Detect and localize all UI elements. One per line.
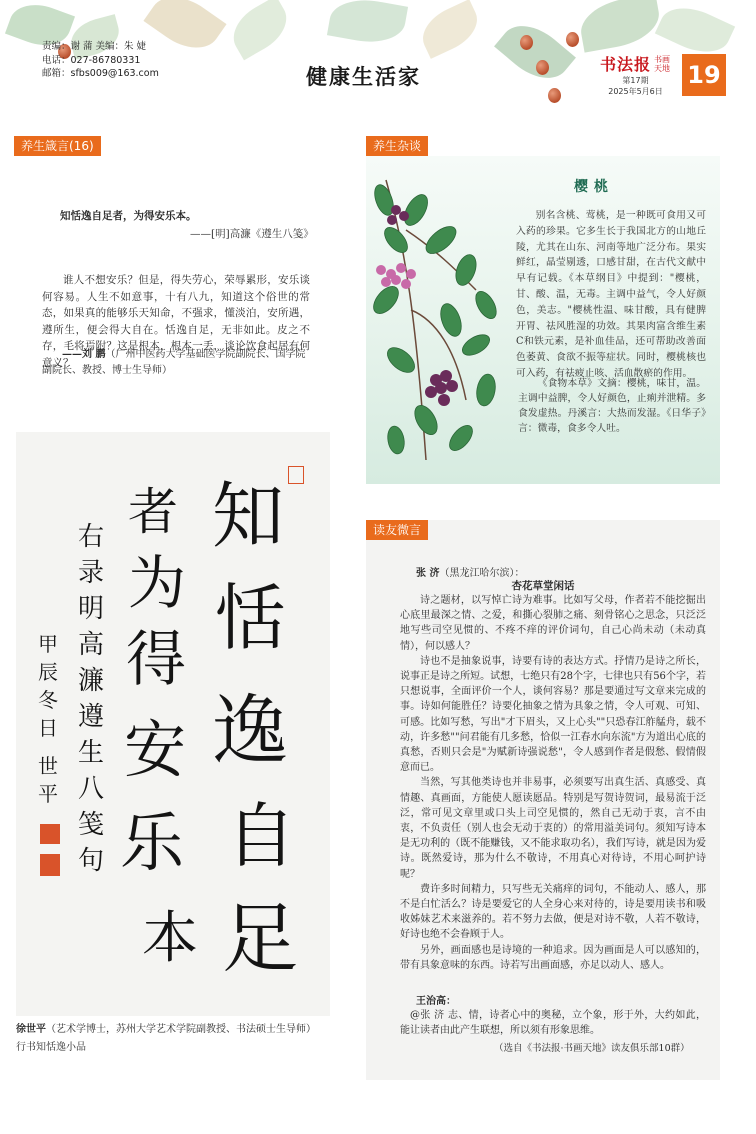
berry-decoration [566,32,579,47]
reader-tag: 读友微言 [366,520,428,540]
leaf-decoration [224,0,296,60]
reader-footer: （选自《书法报·书画天地》读友俱乐部10群） [494,1043,690,1054]
reader-author-place: （黑龙江哈尔滨）： [439,568,525,579]
calligraphy-char: 得 [126,625,186,695]
artist-name: 徐世平 [16,1024,46,1035]
leaf-decoration [327,0,408,48]
cherry-tag: 养生杂谈 [366,136,428,156]
calligraphy-artwork [16,432,330,1016]
calligraphy-char: 冬 [38,688,58,712]
reply-author: 王治高： [416,996,456,1007]
calligraphy-char: 句 [78,846,105,876]
leaf-decoration [415,0,485,59]
calligraphy-char: 自 [226,795,296,877]
article-paragraph: 诗也不是抽象说事，诗要有诗的表达方式。抒情乃是诗之所长，说事正是诗之所短。试想，七绝只有28个字，七律也只有56个字，若只想说事，全面评价一个人，谈何容易？那是要通过写文章来完成的事。诗如何能胜任？诗要化抽象之情为具象之情，令人可观、可知、可感。比如写愁，写出"才下眉头，又上心头""只恐春江舴艋舟，载不动，许多愁""问君能有几多愁，恰似一江春水向东流"方为道出心底的真愁，否则只会是"为赋新诗强说愁"，令人感到作者是假愁、假情假意而已。 [400,655,706,774]
calligraphy-char: 足 [222,894,298,983]
calligraphy-char: 明 [78,594,105,624]
leaf-decoration [494,13,576,92]
article-paragraph: 费许多时间精力，只写些无关痛痒的词句，不能动人、感人，那不是白忙活么？诗是要爱它的人全身心来对待的，诗是要用读书和吸收姊妹艺术来滋养的。若不努力去做，便是对诗不敬，人若不敬诗，好诗也绝不会眷顾于人。 [400,883,706,941]
calligraphy-char: 本 [142,906,198,971]
article-paragraph: 当然，写其他类诗也并非易事，必须要写出真生活、真感受、真情趣、真画面，方能使人愿读愿品。特别是写贺诗贺词，最易流于泛泛，常可见文章里或口头上司空见惯的，然自己无动于衷，言不由衷，不负责任（别人也会无动于衷的）的常用溢美词句。须知写诗本是无功利的（既不能赚钱，又不能求取功名），我们写诗，就是因为爱诗。既然爱诗，那为什么不敬诗，不用真心对待诗，不用心呵护诗呢？ [400,777,706,880]
reader-article-title: 杏花草堂闲话 [511,580,575,592]
calligraphy-char: 日 [38,716,58,740]
calligraphy-char: 笺 [78,810,105,840]
credits-line: 邮箱：sfbs009@163.com [42,68,159,79]
calligraphy-char: 为 [128,549,187,617]
page-number: 19 [682,54,726,96]
berry-decoration [520,35,533,50]
calligraphy-char: 逸 [212,686,288,775]
seal-stamp [40,824,60,844]
calligraphy-char: 甲 [38,632,58,656]
berry-decoration [536,60,549,75]
calligraphy-char: 生 [78,738,105,768]
maxim-author-name: ——刘 鹏 [62,349,106,360]
calligraphy-char: 濂 [78,666,105,696]
reply-text: @张 济 志、情，诗者心中的奥秘，立个象，形于外，大约如此，能让读者由此产生联想，所以须有形象思维。 [400,1010,706,1036]
artist-title: （艺术学博士，苏州大学艺术学院副教授、书法硕士生导师） [46,1024,316,1035]
calligraphy-char: 遵 [78,702,105,732]
calligraphy-char: 恬 [214,576,287,660]
article-paragraph: 另外，画面感也是诗境的一种追求。因为画面是人可以感知的，带有具象意味的东西。诗若写出画面感，亦足以动人、感人。 [400,944,706,971]
berry-decoration [548,88,561,103]
calligraphy-char: 者 [128,483,178,541]
paper-name: 书法报 [600,55,652,74]
editor-credits [42,40,159,81]
artwork-title: 行书知恬逸小品 [16,1042,86,1053]
credits-line: 电话：027-86780331 [42,54,141,66]
seal-stamp [288,466,304,484]
page-header [0,0,756,118]
credits-line: 责编：谢 蒲 美编：朱 婕 [42,41,147,52]
calligraphy-char: 平 [38,782,58,806]
calligraphy-char: 辰 [38,660,58,684]
reader-author-name: 张 济 [416,568,440,579]
cherry-illustration [366,170,516,470]
maxim-headline: 知恬逸自足者，为得安乐本。 [60,210,197,222]
calligraphy-char: 录 [78,558,105,588]
maxim-author [42,347,312,379]
calligraphy-char: 安 [124,713,187,786]
reader-article-body [400,593,706,973]
cherry-title: 樱桃 [574,179,614,195]
calligraphy-char: 八 [78,774,105,804]
issue-number: 第17期 [622,76,649,85]
calligraphy-char: 右 [78,522,105,552]
cherry-article [366,156,720,484]
reader-forum [366,520,720,1080]
calligraphy-char: 高 [78,630,105,660]
cherry-body: 别名含桃、莺桃，是一种既可食用又可入药的珍果。它多生长于我国北方的山地丘陵，尤其在山东、河南等地广泛分布。果实鲜红，晶莹剔透，口感甘甜，在古代文献中早有记载。《本草纲目》中提到："樱桃，甘、酸、温，无毒。主调中益气，令人好颜色，美志。"樱桃性温、味甘酸，具有健脾开胃、祛风胜湿的功效。其果肉富含维生素C和铁元素，是补血佳品，还可帮助改善面色萎黄、食欲不振等症状。同时，樱桃核也可入药，有祛疲止咳、活血散瘀的作用。 [516,210,706,379]
cherry-quote: 《食物本草》文摘：樱桃，味甘，温。主调中益脾，令人好颜色，止痢并泄精。多食发虚热。丹溪言：大热而发湿。《日华子》言：微毒，食多令人吐。 [518,378,706,434]
seal-stamp [40,854,60,876]
calligraphy-char: 乐 [120,807,184,881]
section-title: 健康生活家 [306,64,421,89]
issue-date: 2025年5月6日 [608,87,663,96]
maxim-source: ——[明]高濂《遵生八笺》 [190,228,314,240]
maxim-body: 谁人不想安乐？但是，得失劳心，荣辱累形，安乐谈何容易。人生不如意事，十有八九，知道这个俗世的常态，如果真的能够乐天知命，不强求，懂淡泊，安所遇，遵所生，便会得大自在。恬逸自足，无非如此。皮之不存，毛将焉附？这是根本，根本一丢，谈论饮食起居有何意义？ [42,274,310,369]
leaf-decoration [577,0,664,53]
paper-sub: 书画天地 [654,54,671,73]
calligraphy-caption [16,1022,336,1037]
reader-author [416,564,524,579]
calligraphy-char: 世 [38,754,58,778]
paper-logo [600,52,671,97]
maxim-author-title: （广州中医药大学基础医学院副院长、国学院副院长、教授、博士生导师） [42,349,306,376]
maxim-tag: 养生箴言(16) [14,136,101,156]
article-paragraph: 诗之题材，以写悼亡诗为难事。比如写父母，作者若不能挖掘出心底里最深之情、之爱，和撕心裂肺之痛、刻骨铭心之思念，只泛泛地写些司空见惯的、不疼不痒的评价词句，自己心尚未动（未动真情），何以感人？ [400,595,706,652]
calligraphy-char: 知 [212,474,285,558]
